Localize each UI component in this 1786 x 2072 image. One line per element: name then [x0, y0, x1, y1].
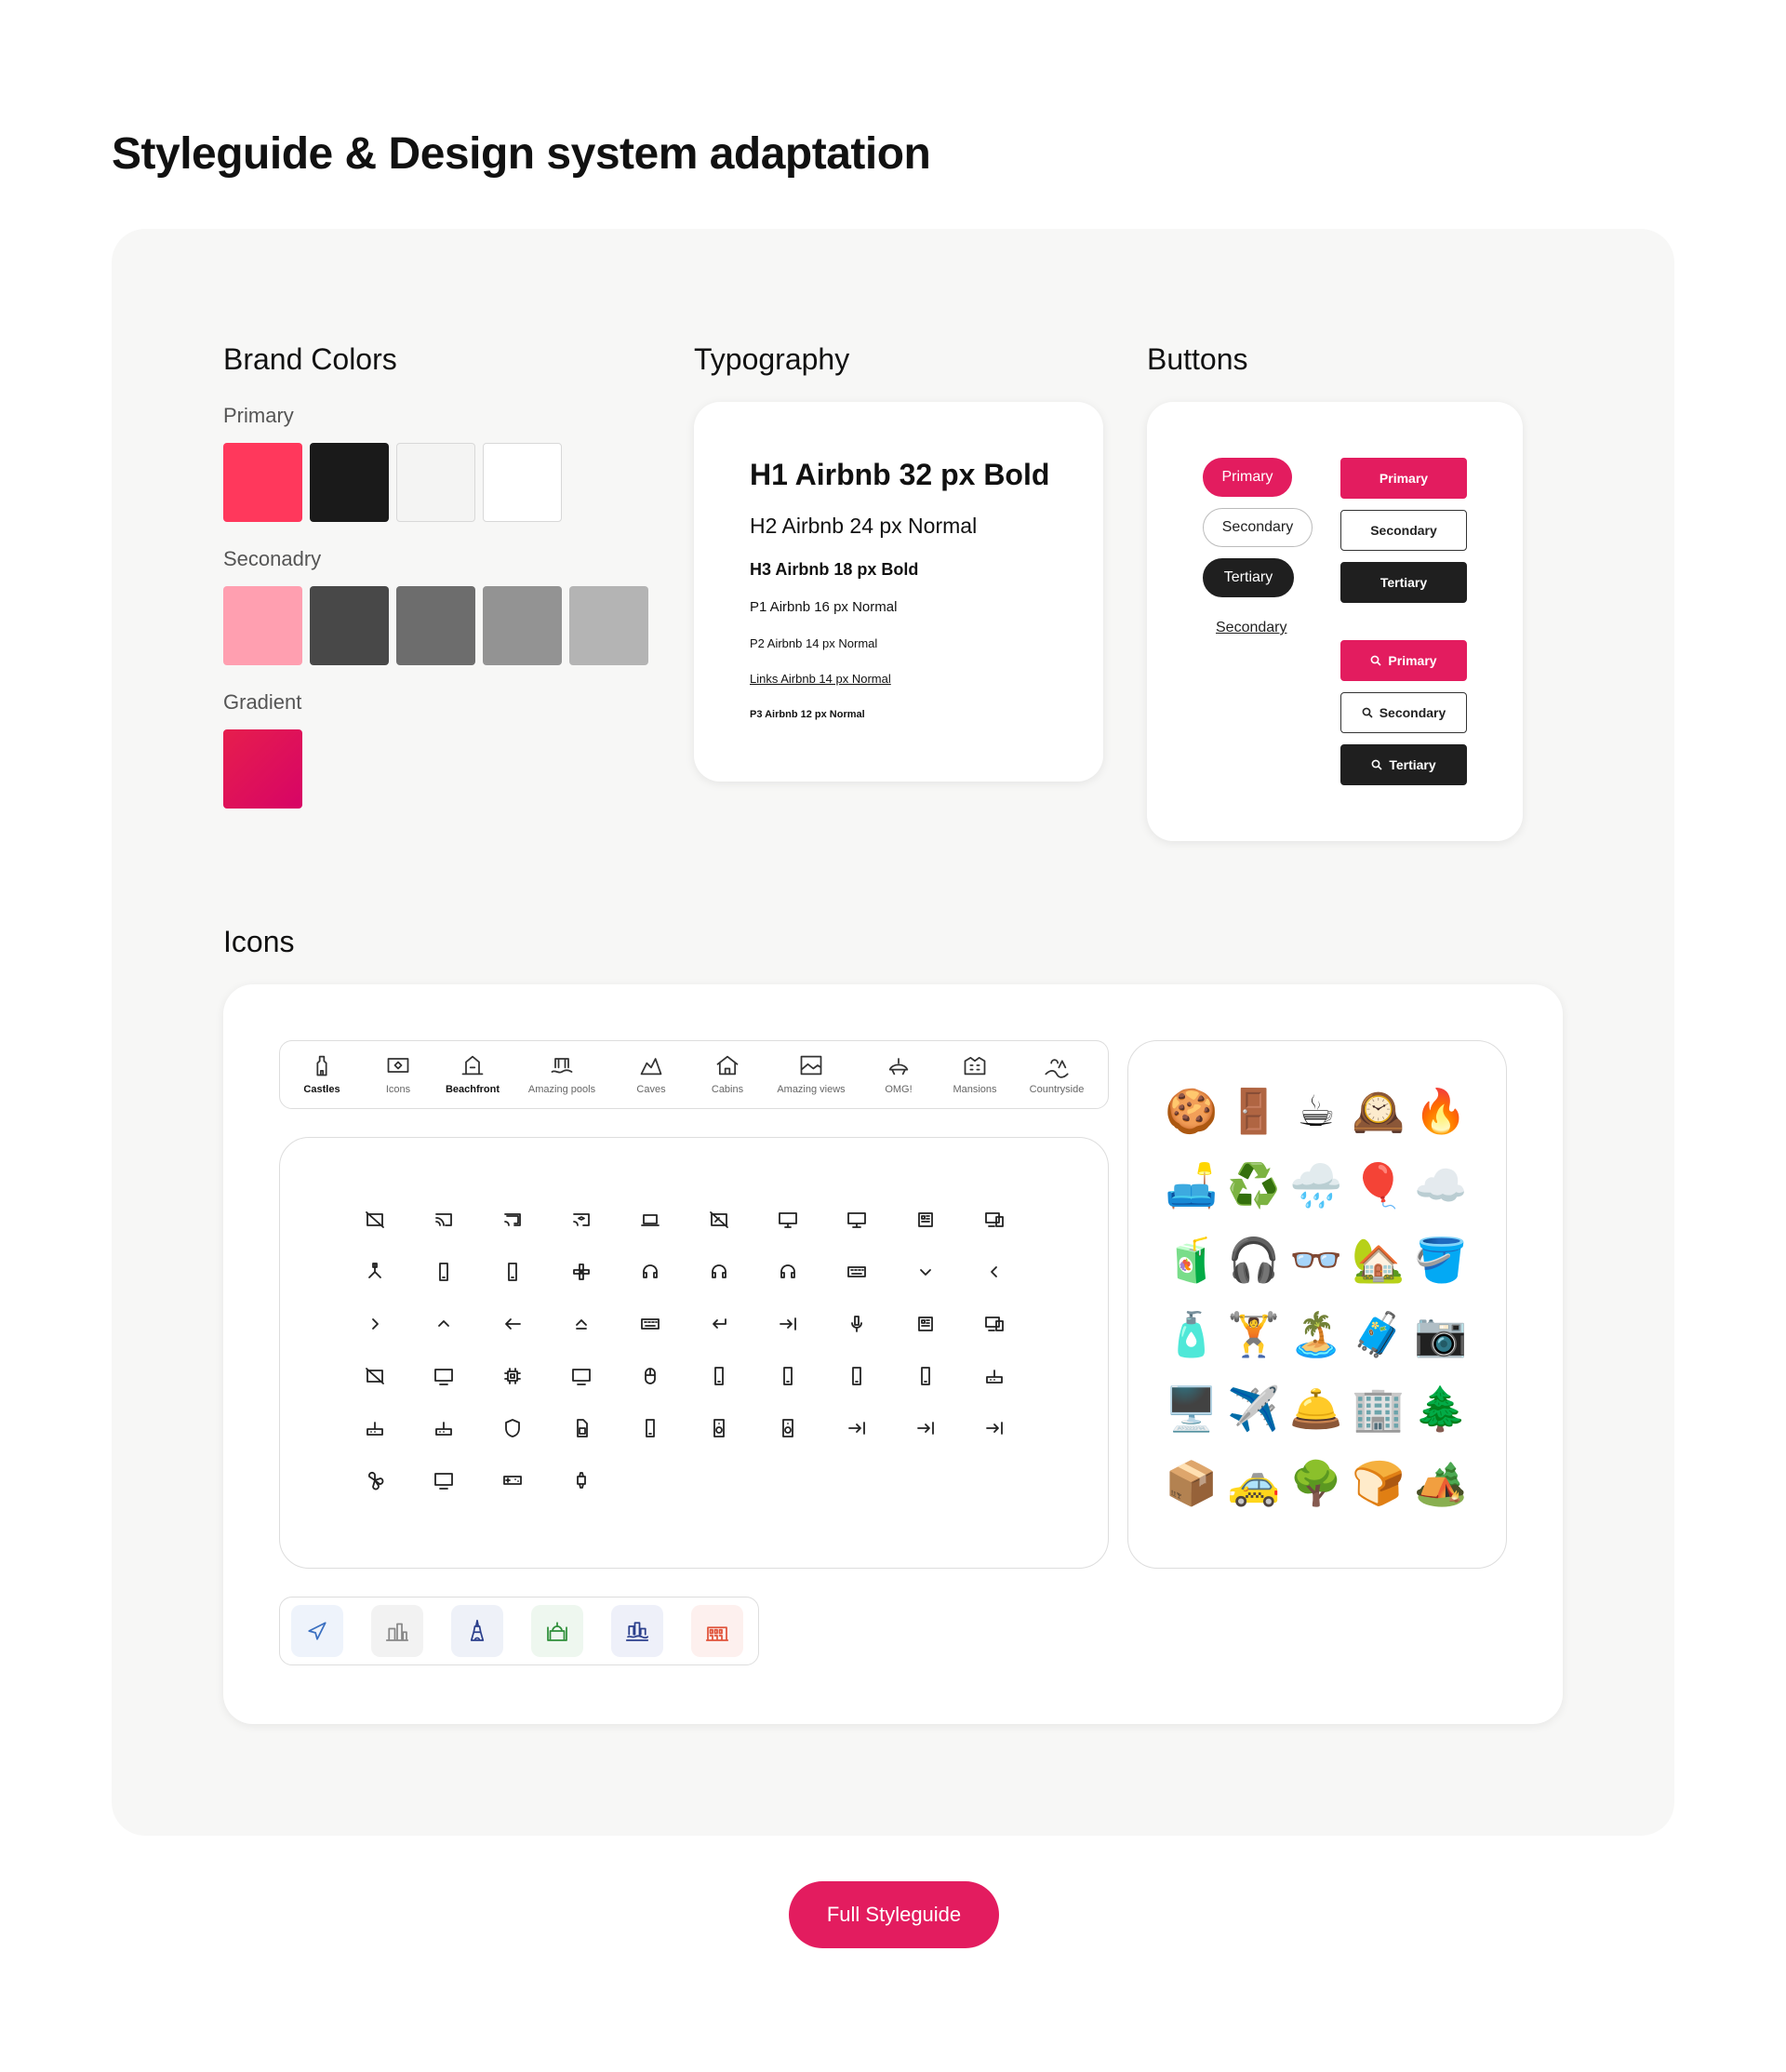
colosseum-icon[interactable] [691, 1605, 743, 1657]
category-castles[interactable] [280, 1052, 364, 1095]
campfire-icon: 🔥 [1414, 1087, 1468, 1135]
category-label: Amazing views [777, 1084, 846, 1095]
tv-icon [433, 1469, 455, 1491]
omg-icon [886, 1052, 912, 1078]
h1-sample: H1 Airbnb 32 px Bold [750, 458, 1050, 491]
gamepad-icon [570, 1261, 593, 1283]
headset-mic-icon [708, 1261, 730, 1283]
beachfront-icon [460, 1052, 486, 1078]
amazing-pools-icon [549, 1052, 575, 1078]
p1-sample: P1 Airbnb 16 px Normal [750, 599, 898, 615]
eiffel-tower-icon[interactable] [451, 1605, 503, 1657]
category-cabins[interactable] [686, 1052, 769, 1095]
category-amazing-pools[interactable] [520, 1052, 604, 1095]
router-icon [983, 1365, 1006, 1387]
keyboard-return-icon [708, 1313, 730, 1335]
router-alt-icon [433, 1417, 455, 1439]
secondary-colors-label: Seconadry [223, 547, 322, 570]
keyboard-arrow-right-icon [364, 1313, 386, 1335]
tablet-android-icon [914, 1417, 937, 1439]
tablet-icon [846, 1417, 868, 1439]
brand-colors-title: Brand Colors [223, 342, 397, 376]
videogame-asset-icon [501, 1469, 524, 1491]
headphones-icon: 🎧 [1227, 1236, 1281, 1284]
phone-android-icon [501, 1261, 524, 1283]
icons-title: Icons [223, 925, 295, 958]
mouse-icon [639, 1365, 661, 1387]
city-skyline-icon-glyph [383, 1617, 411, 1645]
laptop-windows-icon [364, 1365, 386, 1387]
glasses-icon: 👓 [1289, 1236, 1343, 1284]
city-icon-bar [279, 1597, 759, 1665]
pill-secondary-button[interactable]: Secondary [1203, 508, 1313, 547]
mosque-icon-glyph [543, 1617, 571, 1645]
cast-for-education-icon [570, 1209, 593, 1231]
boxes-icon: 📦 [1165, 1459, 1219, 1507]
keyboard-tab-icon [777, 1313, 799, 1335]
h3-sample: H3 Airbnb 18 px Bold [750, 560, 919, 579]
phone-iphone-icon [846, 1365, 868, 1387]
phonelink-off-icon [777, 1365, 799, 1387]
headset-icon [639, 1261, 661, 1283]
search-icon [1371, 759, 1382, 770]
secondary-swatch-3 [396, 586, 475, 665]
category-omg[interactable] [857, 1052, 940, 1095]
cabins-icon [714, 1052, 740, 1078]
link-sample[interactable]: Links Airbnb 14 px Normal [750, 672, 891, 686]
cookie-jar-icon: 🍪 [1165, 1087, 1219, 1135]
cast-connected-icon [501, 1209, 524, 1231]
water-bottle-icon: 🧴 [1165, 1310, 1219, 1358]
rect-primary-button[interactable]: Primary [1340, 458, 1467, 499]
category-icons[interactable] [356, 1052, 440, 1095]
memory-icon [501, 1365, 524, 1387]
laptop-mac-icon [983, 1313, 1006, 1335]
link-secondary-button[interactable]: Secondary [1216, 620, 1287, 635]
bucket-icon: 🪣 [1414, 1236, 1468, 1284]
category-label: Castles [303, 1084, 340, 1095]
camera-icon: 📷 [1414, 1310, 1468, 1358]
laptop-icon [639, 1209, 661, 1231]
cast-icon [433, 1209, 455, 1231]
cloud-icon: ☁️ [1414, 1161, 1468, 1210]
dumbbell-icon: 🏋️ [1227, 1310, 1281, 1358]
recycle-bin-icon: ♻️ [1227, 1161, 1281, 1210]
search-secondary-button[interactable] [1340, 692, 1467, 733]
glyph-icon-grid [279, 1137, 1109, 1569]
category-beachfront[interactable] [431, 1052, 514, 1095]
category-label: Beachfront [445, 1084, 500, 1095]
search-secondary-label: Secondary [1379, 705, 1446, 720]
suitcase-icon: 🧳 [1352, 1310, 1406, 1358]
page-title: Styleguide & Design system adaptation [112, 129, 931, 179]
search-primary-button[interactable] [1340, 640, 1467, 681]
service-bell-icon: 🛎️ [1289, 1384, 1343, 1433]
full-styleguide-button[interactable]: Full Styleguide [789, 1881, 999, 1948]
category-label: Cabins [711, 1084, 744, 1095]
primary-swatch-2 [310, 443, 389, 522]
typography-title: Typography [694, 342, 850, 376]
cast-off-icon [364, 1209, 386, 1231]
keyboard-arrow-down-icon [914, 1261, 937, 1283]
headset-off-icon [777, 1261, 799, 1283]
phonelink-icon [708, 1365, 730, 1387]
buttons-card [1147, 402, 1523, 841]
hot-air-balloon-icon: 🎈 [1352, 1161, 1406, 1210]
category-mansions[interactable] [933, 1052, 1017, 1095]
category-bar [279, 1040, 1109, 1109]
rain-cloud-icon: 🌧️ [1289, 1161, 1343, 1210]
category-label: Caves [636, 1084, 666, 1095]
gradient-swatch [223, 729, 302, 809]
rect-tertiary-button[interactable]: Tertiary [1340, 562, 1467, 603]
skyscraper-icon: 🏢 [1352, 1384, 1406, 1433]
primary-colors-label: Primary [223, 404, 294, 427]
speaker-icon [708, 1417, 730, 1439]
countryside-icon [1044, 1052, 1070, 1078]
coffee-cup-icon: ☕ [1297, 1087, 1336, 1135]
amazing-views-icon [798, 1052, 824, 1078]
p3-sample: P3 Airbnb 12 px Normal [750, 709, 865, 720]
island-icon: 🏝️ [1289, 1310, 1343, 1358]
sim-card-icon [570, 1417, 593, 1439]
juice-box-icon: 🧃 [1165, 1236, 1219, 1284]
illustration-icon-grid [1127, 1040, 1507, 1569]
smartphone-icon [914, 1365, 937, 1387]
smartphone-alt-icon [639, 1417, 661, 1439]
h2-sample: H2 Airbnb 24 px Normal [750, 514, 978, 538]
primary-swatch-1 [223, 443, 302, 522]
mansions-icon [962, 1052, 988, 1078]
watch-icon [570, 1469, 593, 1491]
secondary-swatch-1 [223, 586, 302, 665]
secondary-swatch-2 [310, 586, 389, 665]
tablet-mac-icon [983, 1417, 1006, 1439]
buttons-title: Buttons [1147, 342, 1248, 376]
secondary-swatch-4 [483, 586, 562, 665]
clock-icon: 🕰️ [1352, 1087, 1406, 1135]
speaker-group-icon [777, 1417, 799, 1439]
search-primary-label: Primary [1388, 653, 1437, 668]
search-icon [1370, 655, 1381, 666]
desktop-mac-icon [777, 1209, 799, 1231]
category-label: Icons [385, 1084, 411, 1095]
eiffel-tower-icon-glyph [463, 1617, 491, 1645]
keyboard-voice-icon [846, 1313, 868, 1335]
category-label: Countryside [1029, 1084, 1085, 1095]
lamp-icon: 🛋️ [1165, 1161, 1219, 1210]
category-amazing-views[interactable] [769, 1052, 853, 1095]
keyboard-arrow-up-icon [433, 1313, 455, 1335]
search-tertiary-label: Tertiary [1389, 757, 1436, 772]
primary-swatch-4 [483, 443, 562, 522]
navigation-icon-glyph [303, 1617, 331, 1645]
navigation-icon[interactable] [291, 1605, 343, 1657]
screen-share-off-icon [708, 1209, 730, 1231]
category-label: Mansions [953, 1084, 997, 1095]
icons-icon [385, 1052, 411, 1078]
taxi-icon: 🚕 [1227, 1459, 1281, 1507]
waterfront-city-icon[interactable] [611, 1605, 663, 1657]
pill-primary-button[interactable]: Primary [1203, 458, 1292, 497]
garden-icon: 🌳 [1289, 1459, 1343, 1507]
desktop-windows-icon [846, 1209, 868, 1231]
search-tertiary-button[interactable] [1340, 744, 1467, 785]
rect-secondary-button[interactable]: Secondary [1340, 510, 1467, 551]
toys-icon [364, 1469, 386, 1491]
keyboard-icon [846, 1261, 868, 1283]
category-caves[interactable] [609, 1052, 693, 1095]
primary-swatch-3 [396, 443, 475, 522]
keyboard-backspace-icon [501, 1313, 524, 1335]
colosseum-icon-glyph [703, 1617, 731, 1645]
typography-card [694, 402, 1103, 782]
retro-computer-icon: 🖥️ [1165, 1384, 1219, 1433]
category-label: OMG! [885, 1084, 913, 1095]
wardrobe-icon: 🚪 [1227, 1087, 1281, 1135]
dock-icon [433, 1261, 455, 1283]
category-countryside[interactable] [1015, 1052, 1099, 1095]
forest-icon: 🌲 [1414, 1384, 1468, 1433]
laptop-chromebook-icon [914, 1313, 937, 1335]
keyboard-hide-icon [639, 1313, 661, 1335]
pill-tertiary-button[interactable]: Tertiary [1203, 558, 1294, 597]
castles-icon [309, 1052, 335, 1078]
mosque-icon[interactable] [531, 1605, 583, 1657]
developer-board-icon [914, 1209, 937, 1231]
devices-other-icon [983, 1209, 1006, 1231]
secondary-swatch-5 [569, 586, 648, 665]
city-skyline-icon[interactable] [371, 1605, 423, 1657]
icons-card [223, 984, 1563, 1724]
keyboard-capslock-icon [570, 1313, 593, 1335]
caves-icon [638, 1052, 664, 1078]
cottage-icon: 🏡 [1352, 1236, 1406, 1284]
scanner-icon [364, 1417, 386, 1439]
category-label: Amazing pools [527, 1084, 596, 1095]
search-icon [1362, 707, 1373, 718]
device-hub-icon [364, 1261, 386, 1283]
campers-icon: 🏕️ [1414, 1459, 1468, 1507]
keyboard-arrow-left-icon [983, 1261, 1006, 1283]
monitor-icon [570, 1365, 593, 1387]
p2-sample: P2 Airbnb 14 px Normal [750, 636, 878, 650]
security-icon [501, 1417, 524, 1439]
computer-icon [433, 1365, 455, 1387]
waterfront-city-icon-glyph [623, 1617, 651, 1645]
gradient-label: Gradient [223, 690, 302, 714]
toaster-icon: 🍞 [1352, 1459, 1406, 1507]
airplane-icon: ✈️ [1227, 1384, 1281, 1433]
